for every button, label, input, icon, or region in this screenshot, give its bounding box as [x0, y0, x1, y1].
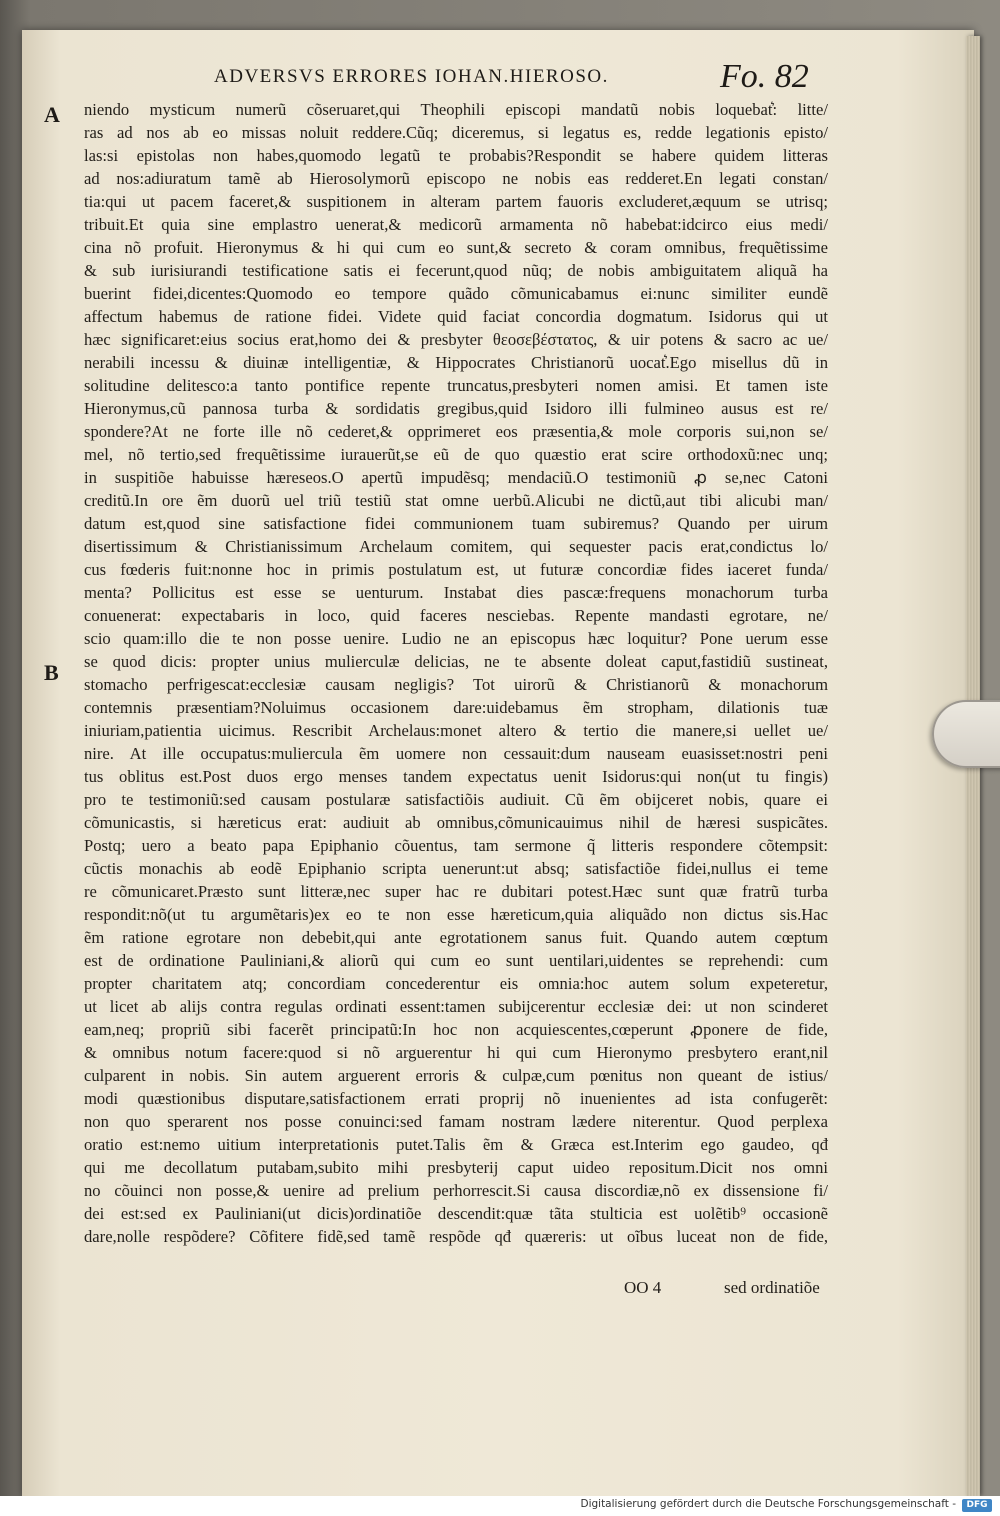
text-line: est de ordinatione Pauliniani,& aliorũ qui cum eo sunt uentilari,uidentes se reprehendi: cum: [84, 951, 828, 970]
text-line: oratio est:nemo uitium interpretationis putet.Talis ẽm & Græca est.Interim ego gaudeo, qđ: [84, 1135, 828, 1154]
dfg-logo-icon: DFG: [962, 1499, 992, 1512]
text-line: solitudine delitesco:a tanto pontifice repente truncatus,presbyteri nomen amisi. Et tamen iste: [84, 376, 828, 395]
text-line: cõmunicastis, si hæreticus erat: audiuit ab omnibus,cõmunicauimus nihil de hæresi suspicãtes.: [84, 813, 828, 832]
text-line: modi quæstionibus disputare,satisfactionem errati proprij nõ inuenientes ad ista confugerẽt:: [84, 1089, 828, 1108]
credit-bar: [0, 1496, 1000, 1516]
text-line: datum est,quod sine satisfactione fidei communionem tuam subiremus? Quando per uirum: [84, 514, 828, 533]
text-line: buerint fidei,dicentes:Quomodo eo tempore quãdo cõmunicabamus ei:nunc similiter eundẽ: [84, 284, 828, 303]
text-line: spondere?At ne forte ille nõ cederet,& opprimeret eos præsentia,& mole corporis sui,non se/: [84, 422, 828, 441]
text-line: cũctis monachis ab eodẽ Epiphanio scripta uenerunt:ut absq; satisfactiõe fidei,nullus ei teme: [84, 859, 828, 878]
page-footer: [0, 1278, 1000, 1308]
text-line: nire. At ille occupatus:muliercula ẽm uomere non cessauit:dum nauseam euasisset:nostri peni: [84, 744, 828, 763]
text-line: pro te testimoniũ:sed causam postularæ satisfactiõis audiuit. Cũ ẽm obijceret nobis, quare ei: [84, 790, 828, 809]
text-line: ut licet ab alijs contra regulas ordinati essent:tamen subijcerentur ecclesiæ dei: ut non scinderet: [84, 997, 828, 1016]
text-line: las:si epistolas non habes,quomodo legatũ te probabis?Respondit se habere quidem litteras: [84, 146, 828, 165]
text-line: ras ad nos ab eo missas noluit reddere.Cũq; diceremus, si legatus es, redde legationis episto/: [84, 123, 828, 142]
text-line: cina nõ profuit. Hieronymus & hi qui cum eo sunt,& secreto & coram omnibus, frequẽtissime: [84, 238, 828, 257]
text-line: stomacho perfrigescat:ecclesiæ causam negligis? Tot uirorũ & Christianorũ & monachorum: [84, 675, 828, 694]
text-line: Hieronymus,cũ pannosa turba & sordidatis gregibus,quid Isidoro illi fulmineo ausus est re/: [84, 399, 828, 418]
text-line: hæc significaret:eius socius erat,homo dei & presbyter θεοσεβέστατος, & uir potens & sacro ac ue/: [84, 330, 828, 349]
text-line: contemnis præsentiam?Noluimus occasionem dare:uidebamus ẽm stropham, dilationis tuæ: [84, 698, 828, 717]
text-line: ẽm ratione egrotare non debebit,qui ante egrotationem sanus fuit. Quando autem cœptum: [84, 928, 828, 947]
text-line: respondit:nõ(ut tu argumẽtaris)ex eo te non esse hæreticum,quia aliquãdo non dictus sis.Hac: [84, 905, 828, 924]
text-line: creditũ.In ore ẽm duorũ uel triũ testiũ stat omne uerbũ.Alicubi ne dictũ,aut tibi alicubi man/: [84, 491, 828, 510]
text-line: mel, nõ tertio,sed frequẽtissime iurauerũt,se eũ de quo quæstio erat scire orthodoxũ:nec unq;: [84, 445, 828, 464]
margin-letter-b: B: [44, 660, 59, 685]
credit-text: Digitalisierung gefördert durch die Deutsche Forschungsgemeinschaft -: [580, 1498, 956, 1510]
text-line: tribuit.Et quia sine emplastro uenerat,& medicorũ armamenta nõ habebat:idcirco eius medi/: [84, 215, 828, 234]
text-line: dare,nolle respõdere? Cõfitere fidẽ,sed tamẽ respõde qđ quæreris: ut oĩbus luceat non de fide,: [84, 1227, 828, 1246]
page-clip: [932, 700, 1000, 768]
text-line: qui me decollatum putabam,subito mihi presbyterij caput uideo repositum.Dicit nos omni: [84, 1158, 828, 1177]
text-line: menta? Pollicitus est esse se uenturum. Instabat dies pascæ:frequens monachorum turba: [84, 583, 828, 602]
text-line: & omnibus notum facere:quod si nõ arguerentur hi qui cum Hieronymo presbytero erant,nil: [84, 1043, 828, 1062]
text-line: in suspitiõe habuisse hæreseos.O apertũ impudẽsq; mendaciũ.O testimoniũ ꝓ se,nec Catoni: [84, 468, 828, 487]
text-line: dei est:sed ex Pauliniani(ut dicis)ordinatiõe descendit:quæ tãta stulticia est uolẽtib⁹ occasionẽ: [84, 1204, 828, 1223]
text-line: ad nos:adiuratum tamẽ ab Hierosolymorũ episcopo ne nobis eas redderet.En legati constan/: [84, 169, 828, 188]
text-line: propter charitatem atq; concordiam concederentur eis omnia:hoc autem solum expeteretur,: [84, 974, 828, 993]
text-line: iniuriam,patientia uicimus. Rescribit Archelaus:monet altero & tertio die manere,si uellet ue/: [84, 721, 828, 740]
text-line: no cõuinci non posse,& uenire ad prelium perhorrescit.Si causa discordiæ,nõ ex dissensione fi/: [84, 1181, 828, 1200]
text-line: tus oblitus est.Post duos ergo menses tandem expectatus uenit Isidorus:qui non(ut tu fingis): [84, 767, 828, 786]
folio-number: Fo. 82: [720, 58, 809, 95]
text-line: niendo mysticum numerũ cõseruaret,qui Theophili episcopi mandatũ nobis loquebat͛: litte/: [84, 100, 828, 119]
text-line: culparent in nobis. Sin autem arguerent erroris & culpæ,cum pœnitus non queant de istius/: [84, 1066, 828, 1085]
text-line: re cõmunicaret.Præsto sunt litteræ,nec super hac re dubitari potest.Hæc sunt quæ fratrũ turba: [84, 882, 828, 901]
text-line: conuenerat: expectabaris in loco, quid faceres nesciebas. Repente mandasti egrotare, ne/: [84, 606, 828, 625]
text-line: affectum habemus de ratione fidei. Videte quid faciat concordia dogmatum. Isidorus qui ut: [84, 307, 828, 326]
text-line: scio quam:illo die te non posse uenire. Ludio ne an episcopus hæc loquitur? Pone uerum esse: [84, 629, 828, 648]
text-line: non quo sperarent nos posse conuinci:sed famam nostram lædere niterentur. Quod perplexa: [84, 1112, 828, 1131]
text-line: tia:qui ut pacem faceret,& suspitionem in alteram partem fauoris excluderet,æquum se utrisq;: [84, 192, 828, 211]
text-line: cus fœderis fuit:nonne hoc in primis postulatum est, ut futuræ concordiæ fides iaceret funda/: [84, 560, 828, 579]
text-line: se quod dicis: propter unius mulierculæ delicias, ne te absente doleat caput,fastidiũ sustineat,: [84, 652, 828, 671]
running-head: ADVERSVS ERRORES IOHAN.HIEROSO.: [214, 66, 609, 87]
text-line: & sub iurisiurandi testificatione satis ei fecerunt,quod nũq; de nobis ambiguitatem aliquã ha: [84, 261, 828, 280]
text-line: disertissimum & Christianissimum Archelaum comitem, qui sequester pacis erat,condictus lo/: [84, 537, 828, 556]
text-line: nerabili incessu & diuinæ intelligentiæ, & Hippocrates Christianorũ uocat͛.Ego misellus dũ in: [84, 353, 828, 372]
signature-mark: OO 4: [624, 1278, 662, 1297]
margin-letter-a: A: [44, 102, 60, 127]
catchword: sed ordinatiõe: [724, 1278, 820, 1297]
page-header: [0, 58, 1000, 102]
text-line: eam,neq; propriũ sibi facerẽt principatũ:In hoc non acquiescentes,cœperunt ꝓponere de fide,: [84, 1020, 828, 1039]
text-block: [84, 98, 828, 1248]
text-line: Postq; uero a beato papa Epiphanio cõuentus, tam sermone q̃ litteris respondere cõtempsit:: [84, 836, 828, 855]
